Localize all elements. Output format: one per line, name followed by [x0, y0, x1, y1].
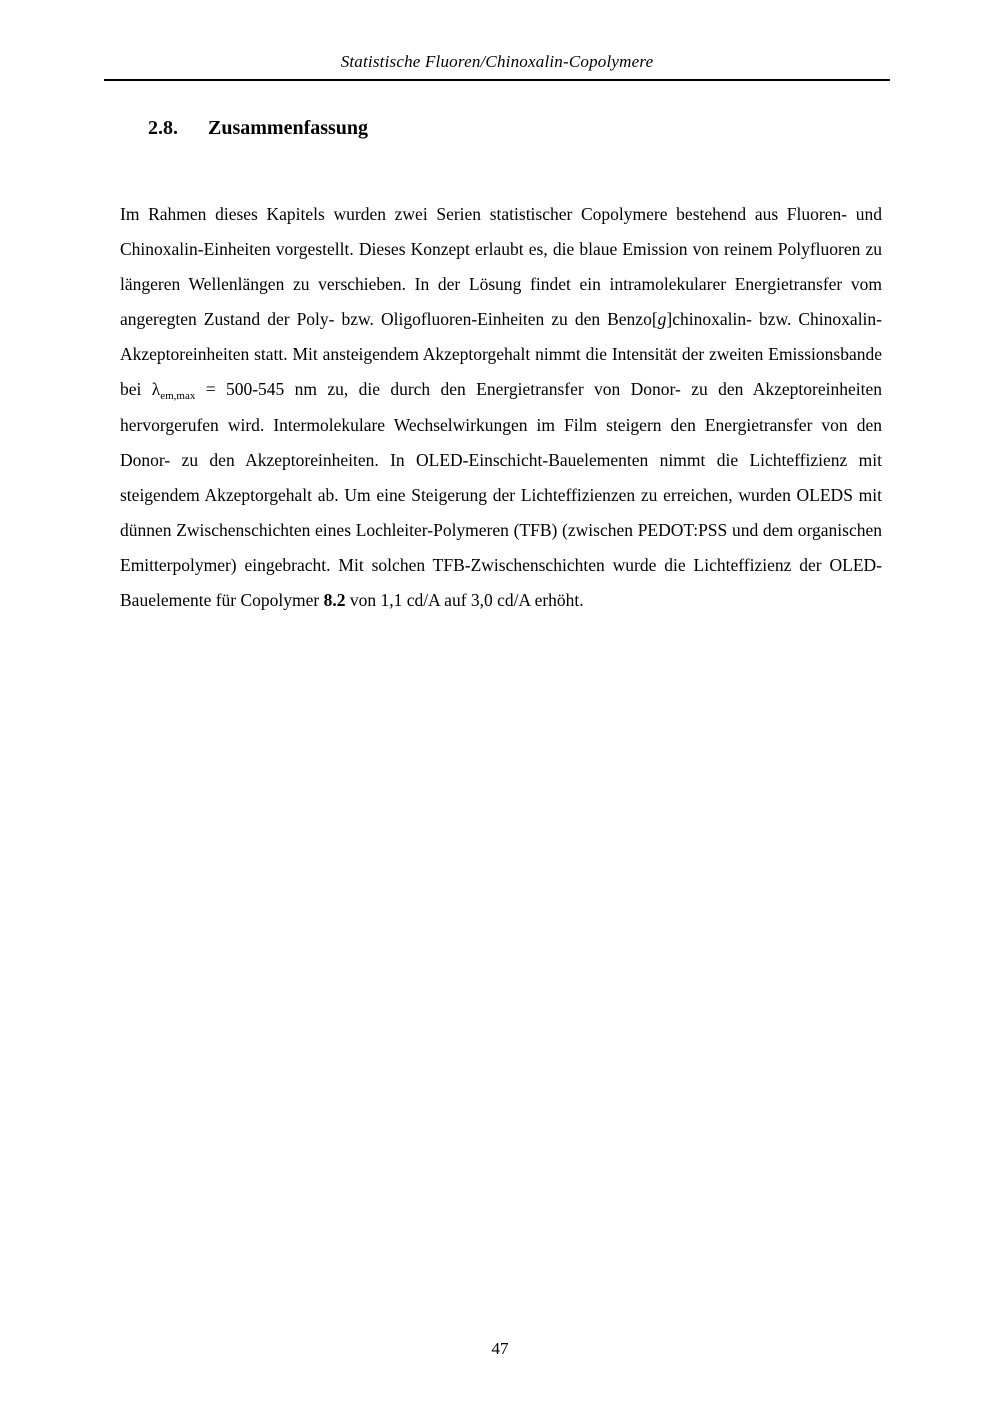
header-rule	[104, 79, 890, 81]
paragraph-text-4: von 1,1 cd/A auf 3,0 cd/A erhöht.	[345, 590, 584, 611]
section-heading	[148, 117, 368, 140]
section-number: 2.8.	[148, 117, 178, 139]
italic-g: g	[657, 309, 667, 330]
paragraph-text-3: = 500-545 nm zu, die durch den Energietransfer von Donor- zu den Akzeptoreinheiten hervorgerufen wird. Intermolekulare Wechselwirkungen im Film steigern den Energietransfer von den Donor- zu den Akzeptoreinheiten. In OLED-Einschicht-Bauelementen nimmt die Lichteffizienz mit steigendem Akzeptorgehalt ab. Um eine Steigerung der Lichteffizienzen zu erreichen, wurden OLEDS mit dünnen Zwischenschichten eines Lochleiter-Polymeren (TFB) (zwischen PEDOT:PSS und dem organischen Emitterpolymer) eingebracht. Mit solchen TFB-Zwischenschichten wurde die Lichteffizienz der OLED-Bauelemente für Copolymer	[120, 379, 882, 611]
paragraph-text-2: ]chinoxalin- bzw. Chinoxalin-Akzeptoreinheiten statt. Mit ansteigendem Akzeptorgehalt nimmt die Intensität der zweiten Emissionsbande bei λ	[120, 309, 882, 400]
summary-paragraph	[120, 197, 882, 618]
page-header	[104, 52, 890, 81]
copolymer-number-bold: 8.2	[323, 590, 346, 611]
paragraph-text-1: Im Rahmen dieses Kapitels wurden zwei Serien statistischer Copolymere bestehend aus Fluoren- und Chinoxalin-Einheiten vorgestellt. Dieses Konzept erlaubt es, die blaue Emission von reinem Polyfluoren zu längeren Wellenlängen zu verschieben. In der Lösung findet ein intramolekularer Energietransfer vom angeregten Zustand der Poly- bzw. Oligofluoren-Einheiten zu den Benzo[	[120, 204, 882, 330]
lambda-subscript: em,max	[160, 390, 196, 403]
section-title: Zusammenfassung	[208, 117, 369, 139]
running-title: Statistische Fluoren/Chinoxalin-Copolymere	[340, 52, 654, 71]
page-number: 47	[491, 1339, 509, 1358]
page-footer	[0, 1339, 1000, 1359]
